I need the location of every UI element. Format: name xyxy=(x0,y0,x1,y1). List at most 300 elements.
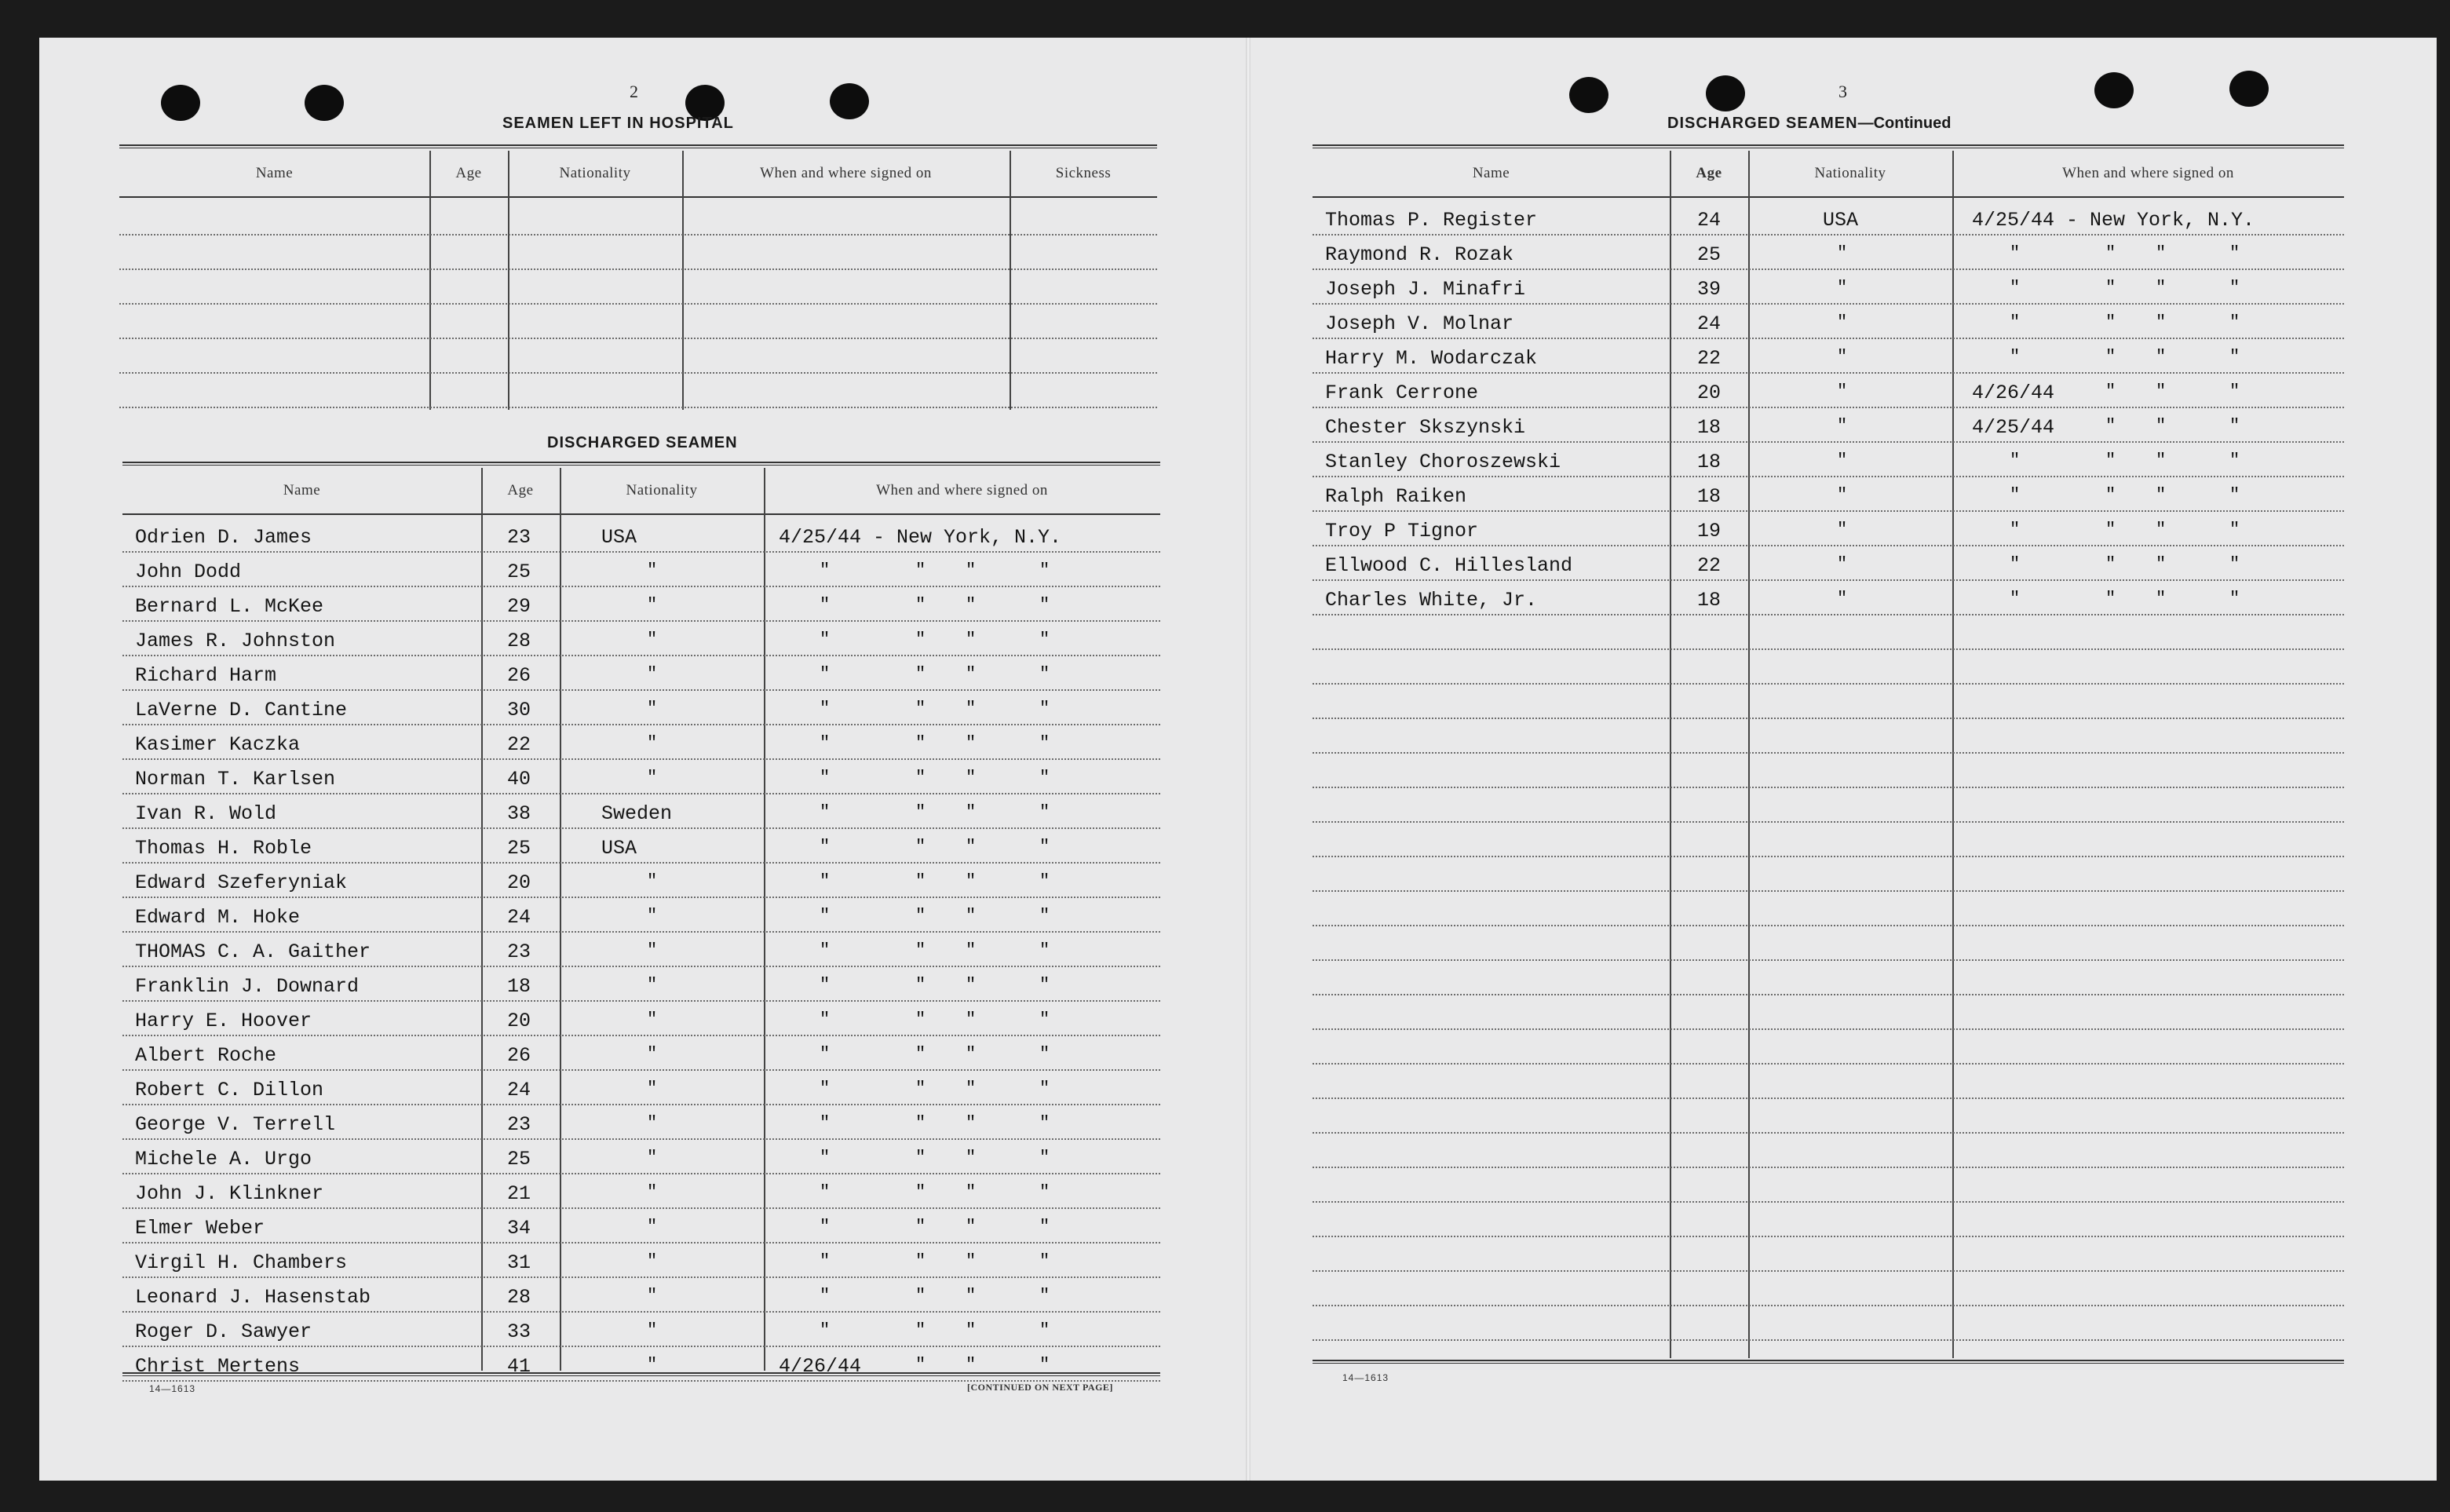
ditto-mark: " xyxy=(915,940,926,960)
ditto-mark: " xyxy=(1039,1010,1050,1029)
row-line xyxy=(122,1069,1160,1071)
seaman-age: 22 xyxy=(1697,554,1722,577)
ditto-mark: " xyxy=(1039,906,1050,926)
seaman-age: 28 xyxy=(507,1286,531,1309)
ditto-mark: " xyxy=(1039,975,1050,995)
ditto-mark: " xyxy=(2010,278,2021,298)
seaman-name: Thomas P. Register xyxy=(1325,209,1538,232)
seaman-nationality: " xyxy=(1837,312,1848,332)
row-line xyxy=(122,1346,1160,1347)
ditto-mark: " xyxy=(966,630,977,649)
seaman-nationality: " xyxy=(1837,347,1848,367)
seaman-age: 24 xyxy=(507,1079,531,1101)
row-line xyxy=(122,793,1160,794)
ditto-mark: " xyxy=(966,768,977,787)
seaman-nationality: " xyxy=(647,1217,658,1236)
row-line xyxy=(1313,1097,2344,1099)
ditto-mark: " xyxy=(1039,802,1050,822)
seaman-name: Kasimer Kaczka xyxy=(135,733,301,756)
row-line xyxy=(1313,441,2344,443)
ditto-mark: " xyxy=(2229,416,2240,436)
seaman-age: 34 xyxy=(507,1217,531,1240)
seaman-age: 38 xyxy=(507,802,531,825)
seaman-nationality: " xyxy=(647,1182,658,1202)
ditto-mark: " xyxy=(2010,312,2021,332)
punch-hole xyxy=(830,83,869,119)
ditto-mark: " xyxy=(820,1010,831,1029)
row-line xyxy=(122,586,1160,587)
seaman-age: 20 xyxy=(1697,382,1722,404)
row-line xyxy=(1313,1339,2344,1341)
ditto-mark: " xyxy=(1039,630,1050,649)
row-line xyxy=(122,1173,1160,1174)
row-line xyxy=(1313,476,2344,477)
row-line xyxy=(122,862,1160,864)
ditto-mark: " xyxy=(966,733,977,753)
ditto-mark: " xyxy=(2156,312,2167,332)
discharged-header-rule xyxy=(122,513,1160,515)
row-line xyxy=(1313,821,2344,823)
punch-hole xyxy=(1706,75,1745,111)
seaman-nationality: " xyxy=(1837,416,1848,436)
seaman-age: 31 xyxy=(507,1251,531,1274)
ditto-mark: " xyxy=(915,561,926,580)
ditto-mark: " xyxy=(1039,1079,1050,1098)
page-fold xyxy=(1246,38,1251,1481)
seaman-nationality: " xyxy=(1837,451,1848,470)
ditto-mark: " xyxy=(1039,1182,1050,1202)
seaman-age: 23 xyxy=(507,1113,531,1136)
continued-note: [CONTINUED ON NEXT PAGE] xyxy=(967,1382,1113,1393)
seaman-age: 18 xyxy=(1697,589,1722,612)
ditto-mark: " xyxy=(820,768,831,787)
col-divider xyxy=(1748,151,1750,1358)
seaman-nationality: " xyxy=(647,1079,658,1098)
seaman-nationality: " xyxy=(1837,485,1848,505)
seaman-name: THOMAS C. A. Gaither xyxy=(135,940,371,963)
seaman-age: 26 xyxy=(507,1044,531,1067)
hospital-header-rule xyxy=(119,196,1157,198)
form-number-right: 14—1613 xyxy=(1342,1372,1389,1383)
row-line xyxy=(1313,648,2344,650)
ditto-mark: " xyxy=(2229,485,2240,505)
row-line xyxy=(122,1276,1160,1278)
seaman-name: Christ Mertens xyxy=(135,1355,301,1378)
seaman-name: Frank Cerrone xyxy=(1325,382,1479,404)
seaman-age: 26 xyxy=(507,664,531,687)
col-divider xyxy=(560,468,561,1371)
ditto-mark: " xyxy=(820,733,831,753)
row-line xyxy=(1313,338,2344,339)
seaman-age: 30 xyxy=(507,699,531,721)
ditto-mark: " xyxy=(1039,699,1050,718)
seaman-nationality: " xyxy=(1837,382,1848,401)
right-header-signed-on: When and where signed on xyxy=(2062,165,2234,181)
ditto-mark: " xyxy=(1039,1044,1050,1064)
ditto-mark: " xyxy=(966,1320,977,1340)
right-header-age: Age xyxy=(1696,165,1722,181)
ditto-mark: " xyxy=(820,1286,831,1306)
seaman-age: 25 xyxy=(507,1148,531,1171)
col-divider xyxy=(1670,151,1671,1358)
row-line xyxy=(122,897,1160,898)
seaman-nationality: " xyxy=(647,595,658,615)
ditto-mark: " xyxy=(915,1113,926,1133)
seaman-age: 33 xyxy=(507,1320,531,1343)
ditto-mark: " xyxy=(2156,347,2167,367)
ditto-mark: " xyxy=(820,561,831,580)
seaman-age: 39 xyxy=(1697,278,1722,301)
ditto-mark: " xyxy=(2105,416,2116,436)
discharged-top-rule xyxy=(122,462,1160,466)
ditto-mark: " xyxy=(2156,520,2167,539)
seaman-age: 22 xyxy=(507,733,531,756)
ditto-mark: " xyxy=(2010,554,2021,574)
ditto-mark: " xyxy=(2156,589,2167,608)
ditto-mark: " xyxy=(2105,312,2116,332)
ditto-mark: " xyxy=(820,1044,831,1064)
ditto-mark: " xyxy=(820,940,831,960)
ditto-mark: " xyxy=(966,561,977,580)
ditto-mark: " xyxy=(915,664,926,684)
row-line xyxy=(122,1242,1160,1244)
seaman-name: Joseph V. Molnar xyxy=(1325,312,1514,335)
row-line xyxy=(122,1104,1160,1105)
ditto-mark: " xyxy=(966,1148,977,1167)
ditto-mark: " xyxy=(1039,733,1050,753)
row-line xyxy=(1313,579,2344,581)
seaman-name: Ralph Raiken xyxy=(1325,485,1467,508)
row-line xyxy=(122,551,1160,553)
ditto-mark: " xyxy=(966,1079,977,1098)
page-number-right: 3 xyxy=(1838,82,1847,101)
row-line xyxy=(1313,303,2344,305)
discharged-header-nationality: Nationality xyxy=(626,482,698,499)
seaman-nationality: " xyxy=(1837,589,1848,608)
ditto-mark: " xyxy=(966,1113,977,1133)
hospital-header-age: Age xyxy=(455,165,482,181)
ditto-mark: " xyxy=(820,630,831,649)
row-line xyxy=(1313,718,2344,719)
row-line xyxy=(1313,234,2344,236)
seaman-name: John Dodd xyxy=(135,561,242,583)
ditto-mark: " xyxy=(2010,243,2021,263)
ditto-mark: " xyxy=(2156,278,2167,298)
col-divider xyxy=(429,151,431,410)
row-line xyxy=(1313,372,2344,374)
hospital-header-sickness: Sickness xyxy=(1055,165,1112,181)
seaman-name: Harry M. Wodarczak xyxy=(1325,347,1538,370)
row-line xyxy=(1313,752,2344,754)
ditto-mark: " xyxy=(1039,1355,1050,1375)
col-divider xyxy=(1952,151,1954,1358)
ditto-mark: " xyxy=(966,699,977,718)
seaman-name: Elmer Weber xyxy=(135,1217,265,1240)
ditto-mark: " xyxy=(966,1182,977,1202)
ditto-mark: " xyxy=(2156,485,2167,505)
seaman-name: Leonard J. Hasenstab xyxy=(135,1286,371,1309)
ditto-mark: " xyxy=(2105,520,2116,539)
seaman-age: 24 xyxy=(1697,209,1722,232)
seaman-name: Harry E. Hoover xyxy=(135,1010,312,1032)
seaman-age: 19 xyxy=(1697,520,1722,542)
discharged-table-right xyxy=(1313,151,2344,1358)
seaman-nationality: " xyxy=(647,1010,658,1029)
col-divider xyxy=(1010,151,1011,410)
seaman-name: Roger D. Sawyer xyxy=(135,1320,312,1343)
seaman-name: James R. Johnston xyxy=(135,630,336,652)
ditto-mark: " xyxy=(1039,595,1050,615)
seaman-age: 29 xyxy=(507,595,531,618)
seaman-nationality: " xyxy=(1837,520,1848,539)
seaman-nationality: USA xyxy=(601,526,637,549)
seaman-nationality: " xyxy=(647,1044,658,1064)
seaman-age: 25 xyxy=(1697,243,1722,266)
row-line xyxy=(122,758,1160,760)
ditto-mark: " xyxy=(820,1320,831,1340)
seaman-age: 22 xyxy=(1697,347,1722,370)
seaman-age: 20 xyxy=(507,871,531,894)
seaman-name: LaVerne D. Cantine xyxy=(135,699,348,721)
seaman-age: 25 xyxy=(507,837,531,860)
seaman-nationality: " xyxy=(647,664,658,684)
ditto-mark: " xyxy=(966,1217,977,1236)
ditto-mark: " xyxy=(820,595,831,615)
punch-hole xyxy=(161,85,200,121)
seaman-age: 24 xyxy=(1697,312,1722,335)
row-line xyxy=(122,620,1160,622)
ditto-mark: " xyxy=(820,1113,831,1133)
row-line xyxy=(1313,407,2344,408)
seaman-name: John J. Klinkner xyxy=(135,1182,324,1205)
row-line xyxy=(119,372,1157,374)
ditto-mark: " xyxy=(2105,347,2116,367)
hospital-section-title: SEAMEN LEFT IN HOSPITAL xyxy=(502,115,734,132)
seaman-name: Ivan R. Wold xyxy=(135,802,277,825)
ditto-mark: " xyxy=(2229,589,2240,608)
signed-on-value: 4/25/44 - New York, N.Y. xyxy=(1972,209,2255,232)
ditto-mark: " xyxy=(915,906,926,926)
ditto-mark: " xyxy=(2229,520,2240,539)
row-line xyxy=(122,1138,1160,1140)
row-line xyxy=(1313,510,2344,512)
right-bottom-rule xyxy=(1313,1360,2344,1364)
ditto-mark: " xyxy=(2156,243,2167,263)
seaman-name: Albert Roche xyxy=(135,1044,277,1067)
seaman-name: Bernard L. McKee xyxy=(135,595,324,618)
row-line xyxy=(119,268,1157,270)
row-line xyxy=(1313,1270,2344,1272)
hospital-header-signed-on: When and where signed on xyxy=(760,165,932,181)
ditto-mark: " xyxy=(915,837,926,856)
ditto-mark: " xyxy=(915,1182,926,1202)
ditto-mark: " xyxy=(1039,1148,1050,1167)
ditto-mark: " xyxy=(820,1217,831,1236)
seaman-name: Thomas H. Roble xyxy=(135,837,312,860)
row-line xyxy=(122,1000,1160,1002)
seaman-age: 23 xyxy=(507,526,531,549)
ditto-mark: " xyxy=(915,1217,926,1236)
ditto-mark: " xyxy=(915,733,926,753)
ditto-mark: " xyxy=(966,1251,977,1271)
ditto-mark: " xyxy=(915,1286,926,1306)
seaman-nationality: USA xyxy=(601,837,637,860)
ditto-mark: " xyxy=(915,1079,926,1098)
ditto-mark: " xyxy=(915,1320,926,1340)
seaman-nationality: " xyxy=(647,1113,658,1133)
ditto-mark: " xyxy=(2105,485,2116,505)
discharged-header-signed-on: When and where signed on xyxy=(876,482,1048,499)
seaman-name: Chester Skszynski xyxy=(1325,416,1526,439)
ditto-mark: " xyxy=(966,595,977,615)
ditto-mark: " xyxy=(2156,554,2167,574)
seaman-nationality: " xyxy=(647,1286,658,1306)
ditto-mark: " xyxy=(2010,589,2021,608)
seaman-name: Michele A. Urgo xyxy=(135,1148,312,1171)
right-top-rule xyxy=(1313,144,2344,148)
row-line xyxy=(122,966,1160,967)
seaman-age: 28 xyxy=(507,630,531,652)
row-line xyxy=(119,407,1157,408)
punch-hole xyxy=(1569,77,1608,113)
seaman-name: Edward Szeferyniak xyxy=(135,871,348,894)
ditto-mark: " xyxy=(2105,554,2116,574)
row-line xyxy=(122,827,1160,829)
right-header-nationality: Nationality xyxy=(1814,165,1886,181)
seaman-name: Franklin J. Downard xyxy=(135,975,360,998)
seaman-nationality: " xyxy=(647,630,658,649)
ditto-mark: " xyxy=(2010,485,2021,505)
signed-on-value: 4/26/44 xyxy=(779,1355,862,1378)
seaman-age: 40 xyxy=(507,768,531,791)
right-header-name: Name xyxy=(1472,165,1510,181)
row-line xyxy=(1313,545,2344,546)
seaman-nationality: " xyxy=(647,1251,658,1271)
row-line xyxy=(1313,994,2344,995)
ditto-mark: " xyxy=(2229,312,2240,332)
row-line xyxy=(119,338,1157,339)
ditto-mark: " xyxy=(2229,278,2240,298)
ditto-mark: " xyxy=(2105,382,2116,401)
ditto-mark: " xyxy=(1039,1320,1050,1340)
ditto-mark: " xyxy=(820,664,831,684)
discharged-table-left xyxy=(122,468,1160,1378)
ditto-mark: " xyxy=(820,802,831,822)
seaman-nationality: " xyxy=(647,940,658,960)
ditto-mark: " xyxy=(915,1355,926,1375)
ditto-mark: " xyxy=(915,595,926,615)
seaman-nationality: " xyxy=(647,561,658,580)
ditto-mark: " xyxy=(2229,554,2240,574)
seaman-age: 18 xyxy=(507,975,531,998)
seaman-nationality: " xyxy=(647,1320,658,1340)
ditto-mark: " xyxy=(2105,589,2116,608)
row-line xyxy=(1313,1063,2344,1065)
ditto-mark: " xyxy=(820,1148,831,1167)
page-number-left: 2 xyxy=(630,82,638,101)
row-line xyxy=(119,234,1157,236)
hospital-top-rule xyxy=(119,144,1157,148)
seaman-nationality: " xyxy=(1837,243,1848,263)
ditto-mark: " xyxy=(915,1044,926,1064)
seaman-nationality: " xyxy=(647,768,658,787)
seaman-nationality: Sweden xyxy=(601,802,673,825)
ditto-mark: " xyxy=(1039,1251,1050,1271)
ditto-mark: " xyxy=(2229,243,2240,263)
ditto-mark: " xyxy=(1039,1217,1050,1236)
seaman-age: 24 xyxy=(507,906,531,929)
seaman-age: 18 xyxy=(1697,485,1722,508)
seaman-name: Troy P Tignor xyxy=(1325,520,1479,542)
seaman-age: 23 xyxy=(507,940,531,963)
seaman-age: 21 xyxy=(507,1182,531,1205)
seaman-nationality: " xyxy=(647,1355,658,1375)
row-line xyxy=(122,689,1160,691)
seaman-name: Joseph J. Minafri xyxy=(1325,278,1526,301)
ditto-mark: " xyxy=(820,1182,831,1202)
seaman-name: Stanley Choroszewski xyxy=(1325,451,1561,473)
seaman-age: 20 xyxy=(507,1010,531,1032)
row-line xyxy=(1313,683,2344,685)
punch-hole xyxy=(2229,71,2269,107)
right-header-rule xyxy=(1313,196,2344,198)
seaman-name: Virgil H. Chambers xyxy=(135,1251,348,1274)
ditto-mark: " xyxy=(966,802,977,822)
row-line xyxy=(122,1035,1160,1036)
row-line xyxy=(1313,1167,2344,1168)
ditto-mark: " xyxy=(1039,664,1050,684)
seaman-name: Edward M. Hoke xyxy=(135,906,301,929)
ditto-mark: " xyxy=(2010,451,2021,470)
ditto-mark: " xyxy=(2229,347,2240,367)
row-line xyxy=(1313,1236,2344,1237)
row-line xyxy=(1313,959,2344,961)
seaman-nationality: USA xyxy=(1823,209,1859,232)
row-line xyxy=(119,303,1157,305)
ditto-mark: " xyxy=(2010,347,2021,367)
ditto-mark: " xyxy=(915,975,926,995)
hospital-header-name: Name xyxy=(255,165,294,181)
ditto-mark: " xyxy=(2156,416,2167,436)
row-line xyxy=(122,724,1160,725)
seaman-age: 18 xyxy=(1697,451,1722,473)
ditto-mark: " xyxy=(966,664,977,684)
row-line xyxy=(122,1311,1160,1313)
ditto-mark: " xyxy=(915,1010,926,1029)
ditto-mark: " xyxy=(2105,278,2116,298)
signed-on-value: 4/25/44 xyxy=(1972,416,2055,439)
row-line xyxy=(1313,268,2344,270)
seaman-name: George V. Terrell xyxy=(135,1113,336,1136)
seaman-age: 41 xyxy=(507,1355,531,1378)
ditto-mark: " xyxy=(915,1251,926,1271)
seaman-nationality: " xyxy=(647,906,658,926)
title-main: DISCHARGED SEAMEN xyxy=(1667,115,1858,132)
seaman-nationality: " xyxy=(1837,554,1848,574)
ditto-mark: " xyxy=(2156,382,2167,401)
ditto-mark: " xyxy=(915,630,926,649)
ditto-mark: " xyxy=(1039,561,1050,580)
discharged-header-age: Age xyxy=(507,482,534,499)
seaman-name: Charles White, Jr. xyxy=(1325,589,1538,612)
seaman-age: 25 xyxy=(507,561,531,583)
ditto-mark: " xyxy=(915,1148,926,1167)
ditto-mark: " xyxy=(2156,451,2167,470)
ditto-mark: " xyxy=(915,871,926,891)
ditto-mark: " xyxy=(1039,1113,1050,1133)
row-line xyxy=(1313,1132,2344,1134)
ditto-mark: " xyxy=(966,1355,977,1375)
